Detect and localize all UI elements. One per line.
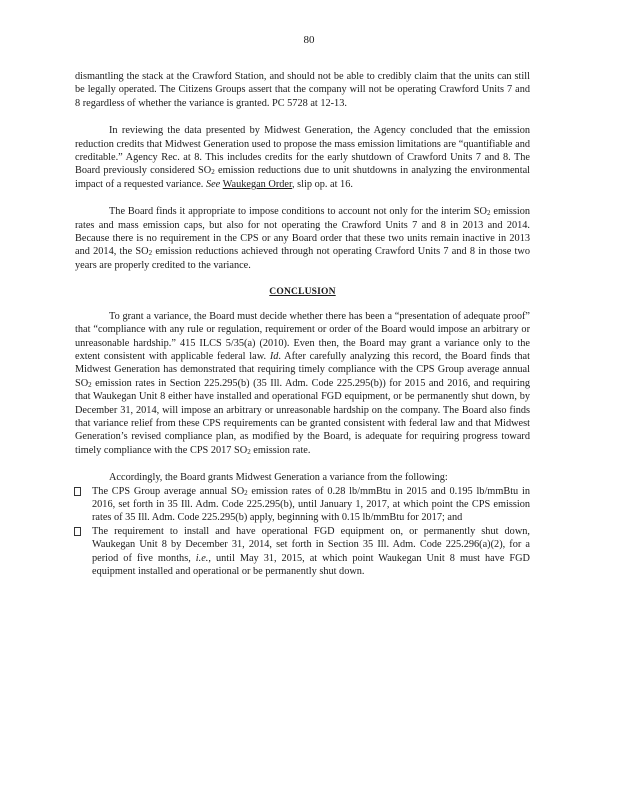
paragraph-board-conditions: The Board finds it appropriate to impose conditions to account not only for the interim $SO_2$ emission rates and mass emission caps, but also for not operating the Crawford Units 7 and 8 in 2013 and 2014. Because there is no requirement in the CPS or any Board order that these two units remain inactive in 2013 and 2014, the $SO_2$ emission reductions achieved through not operating Crawford Units 7 and 8 in those two years are properly credited to the variance. [75,206,530,271]
paragraph-agency-review: In reviewing the data presented by Midwest Generation, the Agency concluded that the emission reduction credits that Midwest Generation used to propose the mass emission limitations are “quantifiable and creditable.” Agency Rec. at 8. This includes credits for the early shutdown of Crawford Units 7 and 8. The Board previously considered $SO_2$ emission reductions due to unit shutdowns in analyzing the environmental impact of a requested variance. See Waukegan Order, slip op. at 16. [75,125,530,190]
bullet-box-icon [74,487,81,496]
document-body [75,70,530,578]
section-heading: CONCLUSION [269,287,336,298]
subscript-2: 2 [88,380,92,389]
paragraph-conclusion: To grant a variance, the Board must decide whether there has been a “presentation of adequate proof” that “compliance with any rule or regulation, requirement or order of the Board would impose an arbitrary or unreasonable hardship.” 415 ILCS 5/35(a) (2010). Even then, the Board may grant a variance only to the extent consistent with applicable federal law. Id. After carefully analyzing this record, the Board finds that Midwest Generation has demonstrated that requiring timely compliance with the CPS Group average annual $SO_2$ emission rates in Section 225.295(b) (35 Ill. Adm. Code 225.295(b)) for 2015 and 2016, and requiring that Waukegan Unit 8 either have installed and operational FGD equipment, or be permanently shut down, by December 31, 2014, will impose an arbitrary or unreasonable hardship on the company. The Board also finds that variance relief from these CPS requirements can be granted consistent with federal law and that Midwest Generation’s revised compliance plan, as modified by the Board, is adequate for requiring progress toward timely compliance with the CPS 2017 $SO_2$ emission rate. [75,310,530,456]
subscript-2: 2 [148,249,153,258]
subscript-2: 2 [247,447,251,456]
subscript-2: 2 [244,488,248,497]
list-item: The CPS Group average annual $SO_2$ emission rates of 0.28 lb/mmBtu in 2015 and 0.195 lb/mmBtu in 2016, set forth in 35 Ill. Adm. Code 225.295(b), until January 1, 2017, at which point the CPS emission rates of 35 Ill. Adm. Code 225.295(b) apply, beginning with 0.15 lb/mmBtu for 2017; and [75,485,530,525]
see-signal: See [205,178,221,190]
ie-abbreviation: i.e. [195,552,209,564]
list-item: The requirement to install and have operational FGD equipment on, or permanently shut down, Waukegan Unit 8 by December 31, 2014, set forth in Section 35 Ill. Adm. Code 225.296(a)(2), for a period of five months, i.e., until May 31, 2015, at which point Waukegan Unit 8 must have FGD equipment installed and operational or be permanently shut down. [75,525,530,579]
id-signal: Id [269,350,279,362]
case-citation: Waukegan Order [222,178,292,190]
subscript-2: 2 [211,168,215,177]
page-number: 80 [303,34,315,46]
paragraph-continuation: dismantling the stack at the Crawford Station, and should not be able to credibly claim that the units can still be legally operated. The Citizens Groups assert that the company will not be operating Crawford Units 7 and 8 regardless of whether the variance is granted. PC 5728 at 12-13. [75,71,530,109]
paragraph-accordingly: Accordingly, the Board grants Midwest Generation a variance from the following: [109,472,448,484]
bullet-box-icon [74,527,81,536]
subscript-2: 2 [486,209,491,218]
